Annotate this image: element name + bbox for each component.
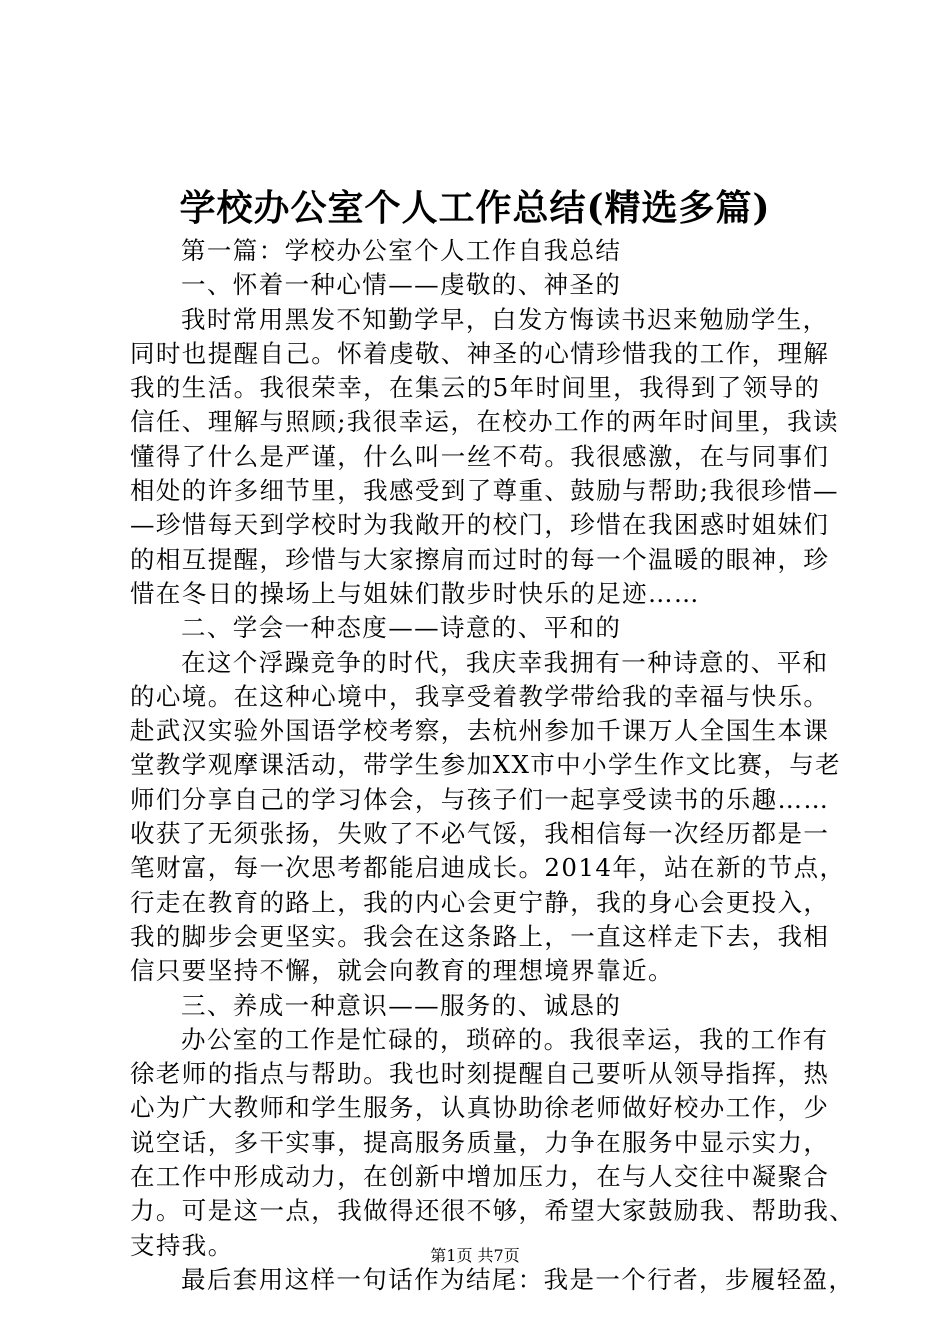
body-line: 信任、理解与照顾;我很幸运，在校办工作的两年时间里，我读 [130, 407, 839, 437]
body-line: 徐老师的指点与帮助。我也时刻提醒自己要听从领导指挥，热 [130, 1059, 830, 1089]
body-line: 的心境。在这种心境中，我享受着教学带给我的幸福与快乐。 [130, 681, 830, 711]
body-line: 支持我。 [130, 1230, 234, 1260]
body-line: 在这个浮躁竞争的时代，我庆幸我拥有一种诗意的、平和 [181, 647, 829, 677]
body-line: 二、学会一种态度——诗意的、平和的 [181, 613, 622, 643]
body-line: 行走在教育的路上，我的内心会更宁静，我的身心会更投入， [130, 887, 830, 917]
body-line: 力。可是这一点，我做得还很不够，希望大家鼓励我、帮助我、 [130, 1196, 856, 1226]
body-line: 相处的许多细节里，我感受到了尊重、鼓励与帮助;我很珍惜— [130, 476, 839, 506]
document-body [130, 234, 856, 1297]
body-line: 信只要坚持不懈，就会向教育的理想境界靠近。 [130, 956, 674, 986]
document-title: 学校办公室个人工作总结(精选多篇) [179, 187, 771, 229]
body-line: 在工作中形成动力，在创新中增加压力，在与人交往中凝聚合 [130, 1162, 830, 1192]
body-line: 笔财富，每一次思考都能启迪成长。2014年，站在新的节点， [130, 853, 846, 883]
body-line: 我的脚步会更坚实。我会在这条路上，一直这样走下去，我相 [130, 921, 830, 951]
body-line: 心为广大教师和学生服务，认真协助徐老师做好校办工作，少 [130, 1093, 830, 1123]
body-line: 一、怀着一种心情——虔敬的、神圣的 [181, 270, 622, 300]
body-line: 同时也提醒自己。怀着虔敬、神圣的心情珍惜我的工作，理解 [130, 338, 830, 368]
body-line: 惜在冬日的操场上与姐妹们散步时快乐的足迹…… [130, 578, 700, 608]
body-line: 收获了无须张扬，失败了不必气馁，我相信每一次经历都是一 [130, 819, 830, 849]
body-line: 赴武汉实验外国语学校考察，去杭州参加千课万人全国生本课 [130, 716, 830, 746]
body-line: 最后套用这样一句话作为结尾：我是一个行者，步履轻盈， [181, 1264, 855, 1294]
body-line: 懂得了什么是严谨，什么叫一丝不苟。我很感激，在与同事们 [130, 441, 830, 471]
body-line: 师们分享自己的学习体会，与孩子们一起享受读书的乐趣…… [130, 784, 830, 814]
body-line: 说空话，多干实事，提高服务质量，力争在服务中显示实力， [130, 1127, 830, 1157]
body-line: 三、养成一种意识——服务的、诚恳的 [181, 990, 622, 1020]
body-line: 第一篇：学校办公室个人工作自我总结 [181, 236, 622, 265]
page-footer: 第1页 共7页 [430, 1246, 520, 1265]
body-line: 的相互提醒，珍惜与大家擦肩而过时的每一个温暖的眼神，珍 [130, 544, 830, 574]
body-line: 堂教学观摩课活动，带学生参加XX市中小学生作文比赛，与老 [130, 750, 842, 780]
body-line: 我时常用黑发不知勤学早，白发方悔读书迟来勉励学生， [181, 304, 829, 334]
body-line: —珍惜每天到学校时为我敞开的校门，珍惜在我困惑时姐妹们 [130, 510, 830, 540]
body-line: 我的生活。我很荣幸，在集云的5年时间里，我得到了领导的 [130, 373, 821, 403]
body-line: 办公室的工作是忙碌的，琐碎的。我很幸运，我的工作有 [181, 1024, 829, 1054]
